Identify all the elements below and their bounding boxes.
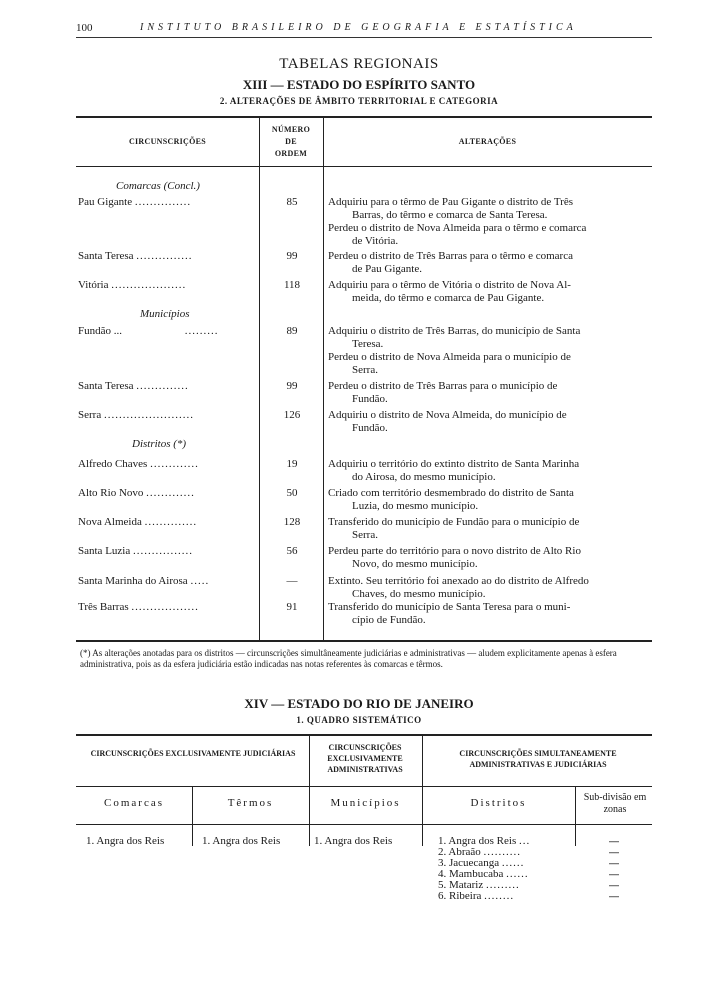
- zona-item: —: [608, 890, 620, 903]
- row-name: Santa Teresa ...............: [78, 250, 193, 262]
- alt-line: Perdeu o distrito de Três Barras para o têrmo e comarca: [328, 250, 573, 262]
- row-name: Santa Teresa ..............: [78, 380, 189, 392]
- row-name: Três Barras ..................: [78, 601, 199, 613]
- col-header-numero-3: ORDEM: [274, 149, 308, 158]
- row-number: 56: [286, 545, 298, 557]
- state-title-rj: XIV — ESTADO DO RIO DE JANEIRO: [244, 696, 474, 711]
- t2-div-a: [309, 734, 310, 846]
- comarca-cell: 1. Angra dos Reis: [86, 835, 165, 847]
- alt-line: de Pau Gigante.: [352, 263, 422, 275]
- alt-line: Adquiriu para o têrmo de Vitória o distrito de Nova Al-: [328, 279, 571, 291]
- row-name: Santa Luzia ................: [78, 545, 193, 557]
- row-alteracao: [328, 380, 650, 406]
- col-header-numero: [259, 124, 323, 160]
- page-number: 100: [76, 22, 93, 34]
- col-header-numero-1: NÚMERO: [271, 125, 311, 134]
- col-header-subdivisao: Sub-divisão em zonas: [583, 792, 647, 815]
- alt-line: Extinto. Seu território foi anexado ao do distrito de Alfredo: [328, 575, 589, 587]
- alt-line: Serra.: [352, 529, 378, 541]
- row-alteracao: [328, 279, 650, 305]
- row-alteracao: [328, 458, 650, 484]
- zona-item: —: [608, 868, 620, 881]
- table2-top-rule: [76, 734, 652, 736]
- alt-line: Serra.: [352, 364, 378, 376]
- zona-item: —: [608, 846, 620, 859]
- municipio-cell: 1. Angra dos Reis: [314, 835, 393, 847]
- alt-line: Adquiriu o território do extinto distrito de Santa Marinha: [328, 458, 580, 470]
- row-alteracao: [328, 545, 650, 571]
- distrito-item: 5. Matariz .........: [438, 879, 520, 891]
- t2-div-d: [575, 786, 576, 846]
- row-alteracao: [328, 409, 650, 435]
- alt-line: Novo, do mesmo município.: [352, 558, 478, 570]
- t2-div-c: [192, 786, 193, 846]
- col-divider-1: [259, 116, 260, 640]
- table-subtitle-es: 2. ALTERAÇÕES DE ÂMBITO TERRITORIAL E CATEGORIA: [219, 96, 499, 106]
- alt-line: Luzia, do mesmo município.: [352, 500, 479, 512]
- row-name: Alfredo Chaves .............: [78, 458, 199, 470]
- alt-line: Perdeu o distrito de Nova Almeida para o município de: [328, 351, 571, 363]
- distrito-item: 3. Jacuecanga ......: [438, 857, 525, 869]
- distrito-item: 4. Mambucaba ......: [438, 868, 529, 880]
- alt-line: Adquiriu para o têrmo de Pau Gigante o distrito de Três: [328, 196, 574, 208]
- zona-item: —: [608, 879, 620, 892]
- row-number: 89: [286, 325, 298, 337]
- row-name: Santa Marinha do Airosa .....: [78, 575, 210, 587]
- col-header-distritos: Distritos: [470, 797, 527, 809]
- row-number: 99: [286, 250, 298, 262]
- termo-cell: 1. Angra dos Reis: [202, 835, 281, 847]
- distrito-item: 2. Abraão ..........: [438, 846, 522, 858]
- header-rule: [76, 37, 652, 38]
- row-name: Serra ........................: [78, 409, 194, 421]
- row-alteracao: [328, 250, 650, 276]
- table-top-rule: [76, 116, 652, 118]
- row-number: 99: [286, 380, 298, 392]
- group-municipios: Municípios: [140, 308, 190, 320]
- row-alteracao: [328, 575, 650, 601]
- row-number: 91: [286, 601, 298, 613]
- row-name: Pau Gigante ...............: [78, 196, 192, 208]
- alt-line: Fundão.: [352, 422, 388, 434]
- alt-line: meida, do têrmo e comarca de Pau Gigante.: [352, 292, 545, 304]
- row-number: 118: [283, 279, 301, 291]
- footnote: (*) As alterações anotadas para os distritos — circunscrições simultâneamente judiciárias e administrativas — aludem explicitamente apenas à esfera administrativa, pois as da esfera judiciária estão indicadas nas notas referentes às comarcas e têrmos.: [80, 648, 617, 669]
- col-header-municipios: Municípios: [330, 797, 401, 809]
- alt-line: Adquiriu o distrito de Três Barras, do município de Santa: [328, 325, 581, 337]
- alt-line: Adquiriu o distrito de Nova Almeida, do município de: [328, 409, 567, 421]
- alt-line: Barras, do têrmo e comarca de Santa Teresa.: [352, 209, 548, 221]
- alt-line: Teresa.: [352, 338, 384, 350]
- col-header-alteracoes: ALTERAÇÕES: [458, 137, 517, 146]
- alt-line: Transferido do município de Santa Teresa para o muni-: [328, 601, 571, 613]
- alt-line: Perdeu o distrito de Três Barras para o município de: [328, 380, 558, 392]
- alt-line: Criado com território desmembrado do distrito de Santa: [328, 487, 574, 499]
- col-header-termos: Têrmos: [227, 797, 274, 809]
- col-divider-2: [323, 116, 324, 640]
- table-bottom-rule: [76, 640, 652, 642]
- table2-group-rule: [76, 786, 652, 787]
- alt-line: cípio de Fundão.: [352, 614, 426, 626]
- row-number: 50: [286, 487, 298, 499]
- zonas-list: [596, 836, 632, 902]
- row-alteracao: [328, 601, 650, 627]
- running-title: INSTITUTO BRASILEIRO DE GEOGRAFIA E ESTATÍSTICA: [140, 22, 577, 33]
- alt-line: Chaves, do mesmo município.: [352, 588, 486, 600]
- table-subtitle-rj: 1. QUADRO SISTEMÁTICO: [296, 715, 422, 725]
- group-distritos: Distritos (*): [132, 438, 187, 450]
- col-header-circunscricoes: CIRCUNSCRIÇÕES: [128, 137, 207, 146]
- table-header-rule: [76, 166, 652, 167]
- alt-line: Transferido do município de Fundão para o município de: [328, 516, 580, 528]
- state-title-es: XIII — ESTADO DO ESPÍRITO SANTO: [242, 77, 476, 92]
- row-alteracao: [328, 487, 650, 513]
- row-alteracao: [328, 325, 650, 377]
- distritos-list: [438, 836, 572, 902]
- zona-item: —: [608, 835, 620, 848]
- row-name: Nova Almeida ..............: [78, 516, 198, 528]
- row-alteracao: [328, 516, 650, 542]
- row-name: Fundão ... .........: [78, 325, 219, 337]
- distrito-item: 6. Ribeira ........: [438, 890, 515, 902]
- group-comarcas: Comarcas (Concl.): [116, 180, 200, 192]
- group-header-administrativas: CIRCUNSCRIÇÕES EXCLUSIVAMENTE ADMINISTRATIVAS: [327, 743, 403, 774]
- row-number: 128: [283, 516, 301, 528]
- alt-line: de Vitória.: [352, 235, 399, 247]
- row-number: 85: [286, 196, 298, 208]
- col-header-comarcas: Comarcas: [104, 797, 164, 809]
- row-name: Alto Rio Novo .............: [78, 487, 195, 499]
- alt-line: do Airosa, do mesmo município.: [352, 471, 496, 483]
- t2-div-b: [422, 734, 423, 846]
- group-header-judiciarias: CIRCUNSCRIÇÕES EXCLUSIVAMENTE JUDICIÁRIAS: [90, 749, 296, 758]
- alt-line: Fundão.: [352, 393, 388, 405]
- row-number: 126: [283, 409, 301, 421]
- distrito-item: 1. Angra dos Reis ...: [438, 835, 531, 847]
- row-alteracao: [328, 196, 650, 248]
- table2-header-rule: [76, 824, 652, 825]
- alt-line: Perdeu parte do território para o novo distrito de Alto Rio: [328, 545, 581, 557]
- zona-item: —: [608, 857, 620, 870]
- row-number: 19: [286, 458, 298, 470]
- group-header-simultaneas: CIRCUNSCRIÇÕES SIMULTANEAMENTE ADMINISTRATIVAS E JUDICIÁRIAS: [459, 749, 617, 769]
- alt-line: Perdeu o distrito de Nova Almeida para o têrmo e comarca: [328, 222, 587, 234]
- col-header-numero-2: DE: [285, 137, 297, 146]
- row-number: —: [286, 575, 298, 587]
- row-name: Vitória ....................: [78, 279, 187, 291]
- tables-title: TABELAS REGIONAIS: [279, 56, 439, 72]
